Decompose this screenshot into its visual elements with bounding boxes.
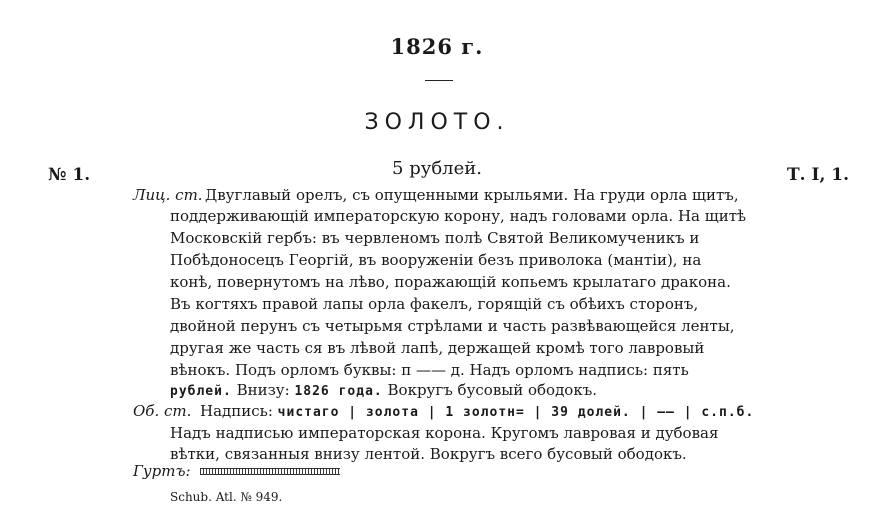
obverse-year: 1826 года.: [294, 384, 383, 399]
obverse-line: конѣ, повернутомъ на лѣво, поражающій копьемъ крылатаго дракона.: [170, 273, 731, 291]
heading-divider: [425, 80, 453, 81]
reverse-label: Об. ст.: [133, 402, 192, 420]
reverse-legend-line: [200, 401, 754, 423]
reverse-text: Надпись:: [200, 402, 273, 420]
obverse-line: вѣнокъ. Подъ орломъ буквы: п —— д. Надъ орломъ надпись: пять: [170, 361, 689, 379]
obverse-legend-bottom: рублей.: [170, 384, 232, 399]
obverse-last-line: [170, 380, 597, 402]
obverse-line: Двуглавый орелъ, съ опущенными крыльями. На груди орла щитъ,: [205, 186, 739, 204]
year-heading: 1826 г.: [390, 34, 484, 59]
obverse-line: поддерживающій императорскую корону, надъ головами орла. На щитѣ: [170, 207, 747, 225]
source-reference: Schub. Atl. № 949.: [170, 490, 283, 504]
coin-number: № 1.: [48, 165, 91, 185]
edge-label: Гуртъ:: [133, 462, 191, 480]
reverse-line: Надъ надписью императорская корона. Кругомъ лавровая и дубовая: [170, 424, 719, 442]
edge-pattern: [200, 468, 340, 475]
reverse-line: вѣтки, связанныя внизу лентой. Вокругъ всего бусовый ободокъ.: [170, 445, 687, 463]
obverse-line: Въ когтяхъ правой лапы орла факелъ, горящій съ обѣихъ сторонъ,: [170, 295, 699, 313]
obverse-line: другая же часть ся въ лѣвой лапѣ, держащей кромѣ того лавровый: [170, 339, 705, 357]
reverse-legend: чистаго | золота | 1 золотн= | 39 долей. | —— | с.п.б.: [277, 405, 755, 420]
obverse-text: Внизу:: [236, 381, 290, 399]
plate-reference: Т. I, 1.: [787, 165, 850, 185]
obverse-line: двойной перунъ съ четырьмя стрѣлами и часть развѣвающейся ленты,: [170, 317, 735, 335]
metal-heading: ЗОЛОТО.: [364, 110, 510, 135]
obverse-text: Вокругъ бусовый ободокъ.: [387, 381, 598, 399]
denomination-title: 5 рублей.: [392, 158, 482, 179]
obverse-line: Побѣдоносецъ Георгій, въ вооруженіи безъ приволока (мантіи), на: [170, 251, 702, 269]
obverse-label: Лиц. ст.: [133, 186, 203, 204]
obverse-line: Московскій гербъ: въ червленомъ полѣ Святой Великомученикъ и: [170, 229, 700, 247]
